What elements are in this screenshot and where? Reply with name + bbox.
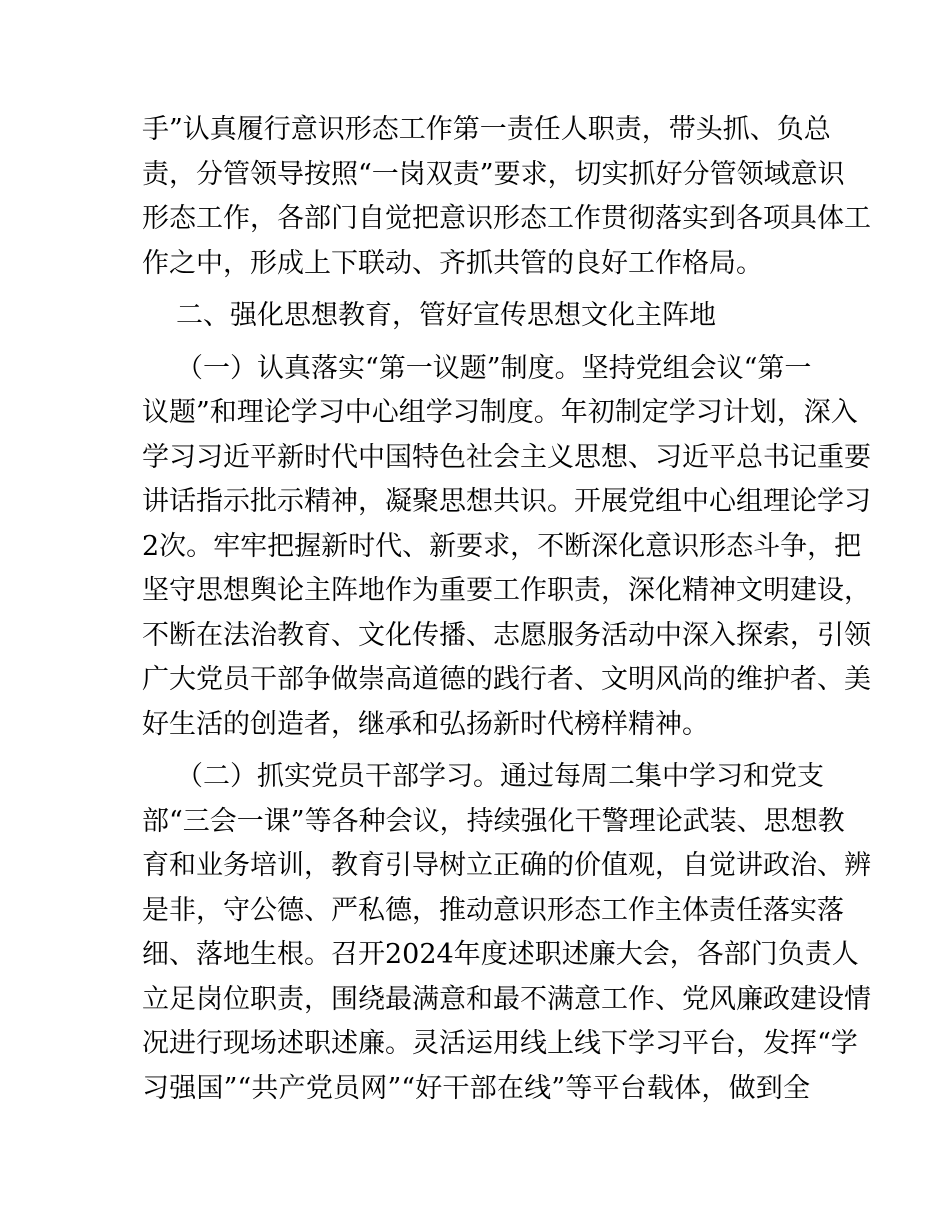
paragraph-gap [142,747,810,755]
text-line: 细、落地生根。召开2024年度述职述廉大会，各部门负责人 [142,939,859,970]
text-line: 习强国”“共产党员网”“好干部在线”等平台载体，做到全 [142,1072,810,1104]
section-heading: 二、强化思想教育，管好宣传思想文化主阵地 [176,300,716,331]
text-line: （一）认真落实“第一议题”制度。坚持党组会议“第一 [176,352,812,384]
text-line: 2次。牢牢把握新时代、新要求，不断深化意识形态斗争，把 [142,530,862,562]
text-line: 育和业务培训，教育引导树立正确的价值观，自觉讲政治、辨 [142,850,871,881]
text-line: 部“三会一课”等各种会议，持续强化干警理论武装、思想教 [142,805,845,837]
text-line: 不断在法治教育、文化传播、志愿服务活动中深入探索，引领 [142,619,871,651]
text-line: 作之中，形成上下联动、齐抓共管的良好工作格局。 [142,247,763,279]
text-line: 好生活的创造者，继承和弘扬新时代榜样精神。 [142,708,709,740]
text-line: 手”认真履行意识形态工作第一责任人职责，带头抓、负总 [142,114,831,145]
document-body [142,108,871,1111]
text-line: 况进行现场述职述廉。灵活运用线上线下学习平台，发挥“学 [142,1028,858,1059]
paragraph-gap [142,339,810,347]
text-line: 讲话指示批示精神，凝聚思想共识。开展党组中心组理论学习 [142,486,871,517]
text-line: 学习习近平新时代中国特色社会主义思想、习近平总书记重要 [142,441,871,473]
paragraph-gap [142,286,810,294]
text-line: （二）抓实党员干部学习。通过每周二集中学习和党支 [176,761,824,792]
text-line: 立足岗位职责，围绕最满意和最不满意工作、党风廉政建设情 [142,983,871,1015]
text-line: 是非，守公德、严私德，推动意识形态工作主体责任落实落 [142,894,844,926]
text-line: 坚守思想舆论主阵地作为重要工作职责，深化精神文明建设， [142,575,871,606]
text-line: 责，分管领导按照“一岗双责”要求，切实抓好分管领域意识 [142,158,845,190]
text-line: 议题”和理论学习中心组学习制度。年初制定学习计划，深入 [142,397,858,428]
text-line: 形态工作，各部门自觉把意识形态工作贯彻落实到各项具体工 [142,203,871,234]
text-line: 广大党员干部争做崇高道德的践行者、文明风尚的维护者、美 [142,664,871,695]
